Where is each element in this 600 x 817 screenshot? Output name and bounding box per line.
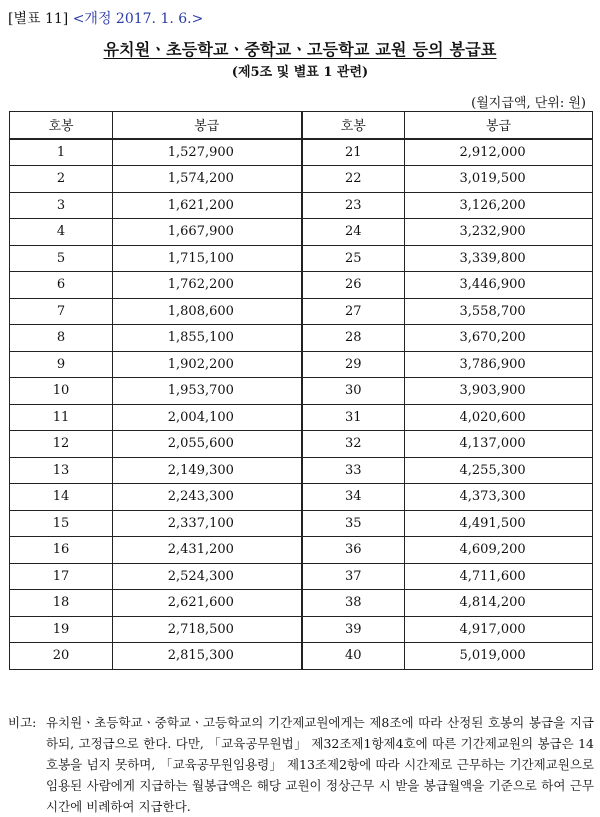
salary-cell	[405, 643, 593, 670]
grade-cell: 17	[10, 563, 113, 590]
salary-cell	[113, 431, 302, 458]
salary-value: 4,137,000	[459, 436, 526, 452]
salary-value: 1,527,900	[167, 144, 234, 160]
grade-cell: 20	[10, 643, 113, 670]
salary-cell	[113, 192, 302, 219]
table-row	[10, 298, 593, 325]
grade-cell: 16	[10, 537, 113, 564]
salary-cell	[113, 351, 302, 378]
table-body	[10, 139, 593, 670]
grade-cell: 38	[302, 590, 405, 617]
salary-cell	[113, 563, 302, 590]
table-row	[10, 616, 593, 643]
salary-value: 1,574,200	[167, 171, 234, 187]
salary-value: 1,667,900	[167, 224, 234, 240]
title-text: 유치원ㆍ초등학교ㆍ중학교ㆍ고등학교 교원 등의 봉급표	[103, 40, 497, 59]
table-row	[10, 139, 593, 166]
salary-cell	[113, 484, 302, 511]
salary-value: 1,953,700	[167, 383, 234, 399]
table-row	[10, 431, 593, 458]
table-row	[10, 166, 593, 193]
grade-cell: 18	[10, 590, 113, 617]
grade-cell: 37	[302, 563, 405, 590]
table-row	[10, 272, 593, 299]
salary-cell	[113, 590, 302, 617]
salary-value: 4,255,300	[459, 462, 526, 478]
table-row	[10, 590, 593, 617]
salary-cell	[405, 378, 593, 405]
grade-cell: 40	[302, 643, 405, 670]
grade-cell: 7	[10, 298, 113, 325]
grade-cell: 23	[302, 192, 405, 219]
header-line	[8, 8, 203, 28]
salary-table	[9, 111, 593, 670]
table-header-row	[10, 112, 593, 139]
salary-cell	[405, 325, 593, 352]
revision-note: <개정 2017. 1. 6.>	[72, 11, 204, 27]
grade-cell: 36	[302, 537, 405, 564]
column-header-grade: 호봉	[10, 112, 113, 139]
salary-value: 2,004,100	[167, 409, 234, 425]
grade-cell: 10	[10, 378, 113, 405]
salary-value: 1,762,200	[167, 277, 234, 293]
salary-value: 1,715,100	[167, 250, 234, 266]
table-row	[10, 378, 593, 405]
salary-value: 4,917,000	[459, 621, 526, 637]
grade-cell: 27	[302, 298, 405, 325]
grade-cell: 19	[10, 616, 113, 643]
appendix-label: [별표 11]	[8, 11, 69, 27]
salary-value: 2,524,300	[167, 568, 234, 584]
grade-cell: 6	[10, 272, 113, 299]
grade-cell: 4	[10, 219, 113, 246]
salary-value: 4,711,600	[459, 568, 526, 584]
grade-cell: 39	[302, 616, 405, 643]
salary-value: 1,902,200	[167, 356, 234, 372]
grade-cell: 1	[10, 139, 113, 166]
table-row	[10, 563, 593, 590]
salary-cell	[405, 431, 593, 458]
salary-value: 3,232,900	[459, 224, 526, 240]
column-header-grade: 호봉	[302, 112, 405, 139]
grade-cell: 12	[10, 431, 113, 458]
table-row	[10, 325, 593, 352]
table-row	[10, 219, 593, 246]
grade-cell: 2	[10, 166, 113, 193]
table-row	[10, 510, 593, 537]
grade-cell: 34	[302, 484, 405, 511]
salary-value: 1,855,100	[167, 330, 234, 346]
salary-cell	[405, 510, 593, 537]
salary-cell	[113, 404, 302, 431]
grade-cell: 33	[302, 457, 405, 484]
grade-cell: 31	[302, 404, 405, 431]
salary-value: 2,912,000	[459, 144, 526, 160]
grade-cell: 32	[302, 431, 405, 458]
salary-value: 3,126,200	[459, 197, 526, 213]
grade-cell: 25	[302, 245, 405, 272]
salary-value: 3,670,200	[459, 330, 526, 346]
remarks-label: 비고:	[8, 715, 37, 730]
grade-cell: 8	[10, 325, 113, 352]
salary-cell	[113, 298, 302, 325]
table-row	[10, 457, 593, 484]
salary-cell	[113, 325, 302, 352]
salary-cell	[113, 457, 302, 484]
grade-cell: 24	[302, 219, 405, 246]
grade-cell: 21	[302, 139, 405, 166]
salary-value: 3,446,900	[459, 277, 526, 293]
salary-cell	[405, 351, 593, 378]
salary-cell	[113, 245, 302, 272]
salary-value: 3,903,900	[459, 383, 526, 399]
salary-value: 4,373,300	[459, 489, 526, 505]
salary-cell	[113, 166, 302, 193]
salary-value: 2,243,300	[167, 489, 234, 505]
salary-cell	[113, 643, 302, 670]
salary-value: 4,020,600	[459, 409, 526, 425]
salary-value: 2,055,600	[167, 436, 234, 452]
salary-value: 1,808,600	[167, 303, 234, 319]
grade-cell: 26	[302, 272, 405, 299]
salary-cell	[113, 378, 302, 405]
page-title	[0, 37, 600, 60]
salary-value: 1,621,200	[167, 197, 234, 213]
grade-cell: 35	[302, 510, 405, 537]
grade-cell: 14	[10, 484, 113, 511]
salary-value: 4,814,200	[459, 595, 526, 611]
salary-cell	[405, 457, 593, 484]
salary-value: 5,019,000	[459, 648, 526, 664]
salary-cell	[405, 245, 593, 272]
table-row	[10, 245, 593, 272]
salary-value: 4,609,200	[459, 542, 526, 558]
page-subtitle: (제5조 및 별표 1 관련)	[231, 65, 369, 80]
table-row	[10, 537, 593, 564]
column-header-salary: 봉급	[113, 112, 302, 139]
grade-cell: 29	[302, 351, 405, 378]
salary-value: 2,815,300	[167, 648, 234, 664]
grade-cell: 30	[302, 378, 405, 405]
table-row	[10, 643, 593, 670]
salary-cell	[113, 139, 302, 166]
table-row	[10, 404, 593, 431]
salary-cell	[113, 272, 302, 299]
salary-cell	[405, 404, 593, 431]
salary-cell	[405, 590, 593, 617]
table-row	[10, 484, 593, 511]
grade-cell: 3	[10, 192, 113, 219]
grade-cell: 13	[10, 457, 113, 484]
salary-cell	[405, 219, 593, 246]
salary-cell	[405, 298, 593, 325]
salary-value: 4,491,500	[459, 515, 526, 531]
salary-cell	[113, 219, 302, 246]
salary-value: 2,431,200	[167, 542, 234, 558]
salary-value: 2,621,600	[167, 595, 234, 611]
grade-cell: 9	[10, 351, 113, 378]
unit-note: (월지급액, 단위: 원)	[471, 96, 586, 111]
salary-cell	[113, 537, 302, 564]
grade-cell: 28	[302, 325, 405, 352]
salary-cell	[113, 510, 302, 537]
salary-cell	[405, 139, 593, 166]
salary-cell	[405, 563, 593, 590]
salary-value: 2,149,300	[167, 462, 234, 478]
grade-cell: 5	[10, 245, 113, 272]
salary-value: 3,558,700	[459, 303, 526, 319]
salary-cell	[113, 616, 302, 643]
salary-cell	[405, 272, 593, 299]
salary-cell	[405, 616, 593, 643]
salary-value: 3,339,800	[459, 250, 526, 266]
salary-value: 2,337,100	[167, 515, 234, 531]
grade-cell: 11	[10, 404, 113, 431]
salary-value: 3,786,900	[459, 356, 526, 372]
salary-cell	[405, 192, 593, 219]
remarks-text: 유치원ㆍ초등학교ㆍ중학교ㆍ고등학교의 기간제교원에게는 제8조에 따라 산정된 호봉의 봉급을 지급하되, 고정급으로 한다. 다만, 「교육공무원법」 제32조제1항제4호에 따른 기간제교원의 봉급은 14호봉을 넘지 못하며, 「교육공무원임용령」 제13조제2항에 따라 시간제로 근무하는 기간제교원으로 임용된 사람에게 지급하는 월봉급액은 해당 교원이 정상근무 시 받을 봉급월액을 기준으로 하여 근무시간에 비례하여 지급한다.	[46, 715, 594, 814]
table-row	[10, 351, 593, 378]
grade-cell: 15	[10, 510, 113, 537]
salary-cell	[405, 166, 593, 193]
salary-cell	[405, 537, 593, 564]
table-row	[10, 192, 593, 219]
salary-cell	[405, 484, 593, 511]
salary-value: 2,718,500	[167, 621, 234, 637]
salary-value: 3,019,500	[459, 171, 526, 187]
grade-cell: 22	[302, 166, 405, 193]
column-header-salary: 봉급	[405, 112, 593, 139]
